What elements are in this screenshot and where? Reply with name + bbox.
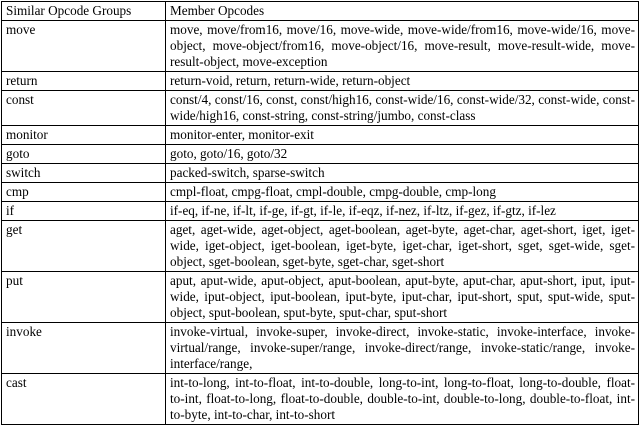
- header-similar-opcode-groups: Similar Opcode Groups: [2, 2, 166, 21]
- group-name: put: [2, 272, 166, 323]
- group-name: monitor: [2, 126, 166, 145]
- group-name: if: [2, 202, 166, 221]
- table-row: [2, 91, 639, 126]
- table-row: [2, 21, 639, 72]
- member-opcodes: cmpl-float, cmpg-float, cmpl-double, cmpg-double, cmp-long: [166, 183, 639, 202]
- group-name: cmp: [2, 183, 166, 202]
- table-row: [2, 272, 639, 323]
- member-opcodes: aget, aget-wide, aget-object, aget-boolean, aget-byte, aget-char, aget-short, iget, iget-wide, iget-object, iget-boolean, iget-byte, iget-char, iget-short, sget, sget-wide, sget-object, sget-boolean, sget-byte, sget-char, sget-short: [166, 221, 639, 272]
- table-row: [2, 183, 639, 202]
- member-opcodes: return-void, return, return-wide, return-object: [166, 72, 639, 91]
- table-row: [2, 164, 639, 183]
- group-name: return: [2, 72, 166, 91]
- member-opcodes: monitor-enter, monitor-exit: [166, 126, 639, 145]
- member-opcodes: goto, goto/16, goto/32: [166, 145, 639, 164]
- table-row: [2, 374, 639, 425]
- group-name: goto: [2, 145, 166, 164]
- group-name: get: [2, 221, 166, 272]
- member-opcodes: aput, aput-wide, aput-object, aput-boolean, aput-byte, aput-char, aput-short, iput, iput-wide, iput-object, iput-boolean, iput-byte, iput-char, iput-short, sput, sput-wide, sput-object, sput-boolean, sput-byte, sput-char, sput-short: [166, 272, 639, 323]
- group-name: move: [2, 21, 166, 72]
- table-row: [2, 202, 639, 221]
- member-opcodes: int-to-long, int-to-float, int-to-double, long-to-int, long-to-float, long-to-double, float-to-int, float-to-long, float-to-double, double-to-int, double-to-long, double-to-float, int-to-byte, int-to-char, int-to-short: [166, 374, 639, 425]
- member-opcodes: invoke-virtual, invoke-super, invoke-direct, invoke-static, invoke-interface, invoke-virtual/range, invoke-super/range, invoke-direct/range, invoke-static/range, invoke-interface/range,: [166, 323, 639, 374]
- table-row: [2, 72, 639, 91]
- group-name: cast: [2, 374, 166, 425]
- table-row: [2, 145, 639, 164]
- table-row: [2, 323, 639, 374]
- member-opcodes: move, move/from16, move/16, move-wide, move-wide/from16, move-wide/16, move-object, move-object/from16, move-object/16, move-result, move-result-wide, move-result-object, move-exception: [166, 21, 639, 72]
- opcode-groups-table: [1, 1, 639, 425]
- member-opcodes: if-eq, if-ne, if-lt, if-ge, if-gt, if-le, if-eqz, if-nez, if-ltz, if-gez, if-gtz, if-lez: [166, 202, 639, 221]
- header-member-opcodes: Member Opcodes: [166, 2, 639, 21]
- group-name: invoke: [2, 323, 166, 374]
- table-row: [2, 221, 639, 272]
- group-name: const: [2, 91, 166, 126]
- group-name: switch: [2, 164, 166, 183]
- member-opcodes: packed-switch, sparse-switch: [166, 164, 639, 183]
- header-row: [2, 2, 639, 21]
- member-opcodes: const/4, const/16, const, const/high16, const-wide/16, const-wide/32, const-wide, const-wide/high16, const-string, const-string/jumbo, const-class: [166, 91, 639, 126]
- table-row: [2, 126, 639, 145]
